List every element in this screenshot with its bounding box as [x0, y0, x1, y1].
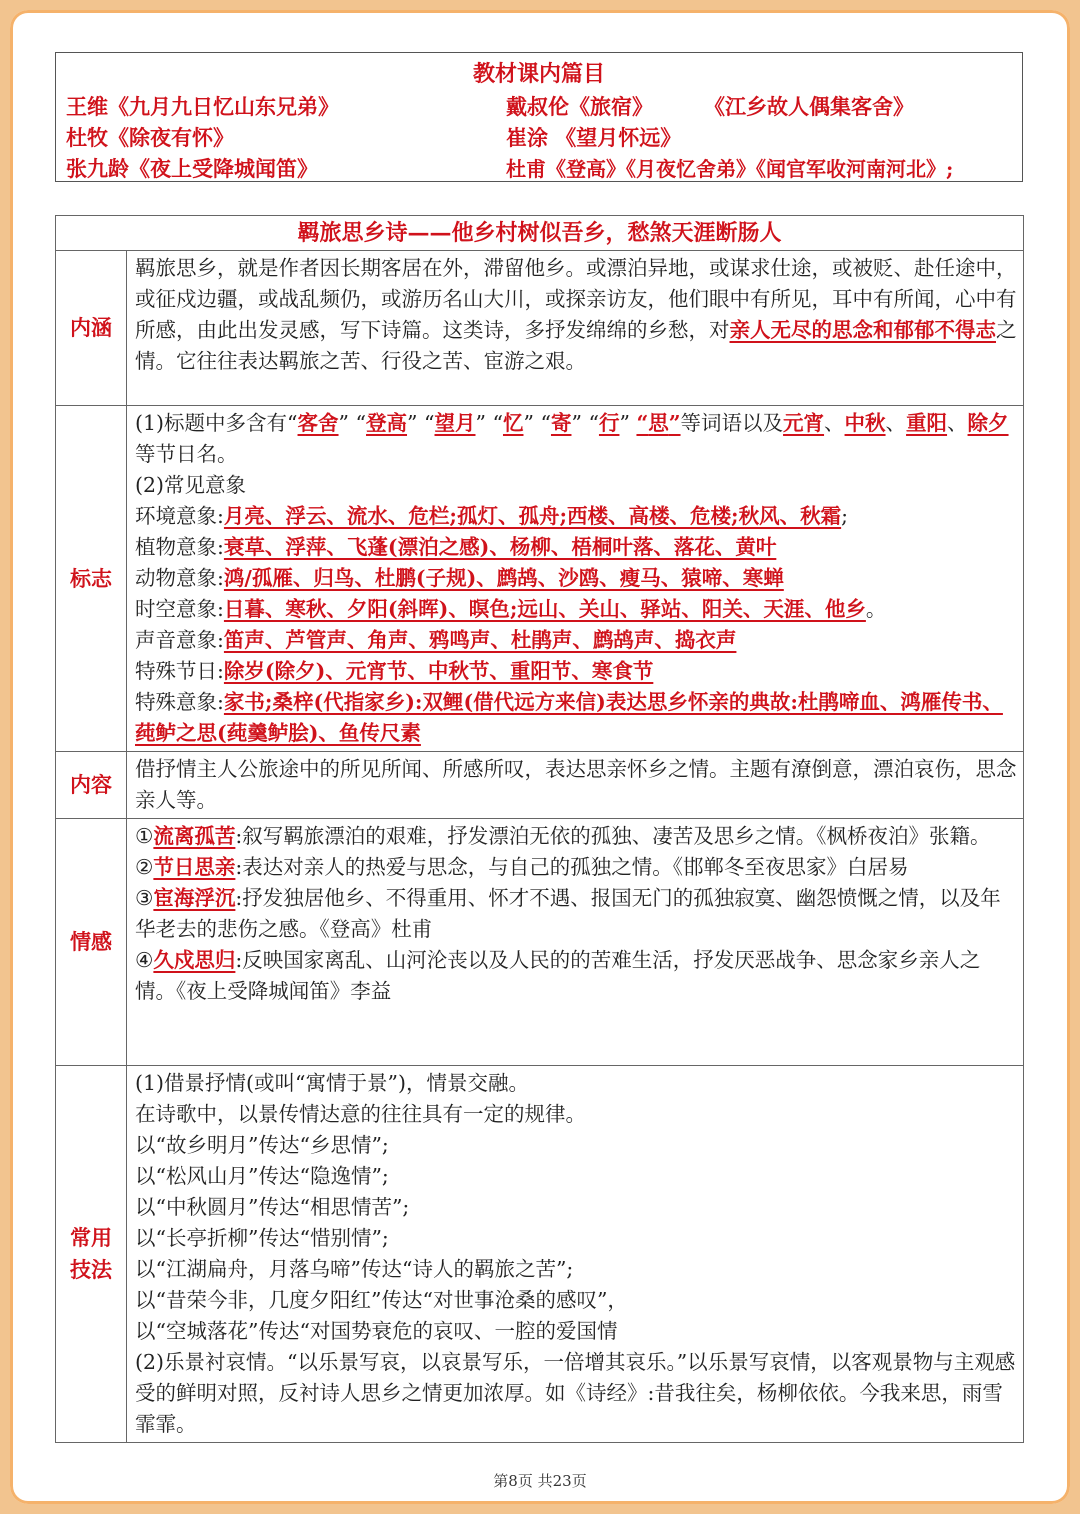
- biaozhi-content: (1)标题中多含有“客舍” “登高” “望月” “忆” “寄” “行” “思”等词语以及元宵、中秋、重阳、除夕等节日名。 (2)常见意象 环境意象:月亮、浮云、流水、危栏;孤灯、孤舟;西楼、高楼、危楼;秋风、秋霜; 植物意象:衰草、浮萍、飞蓬(漂泊之感)、杨柳、梧桐叶落、落花、黄叶 动物意象:鸿/孤雁、归鸟、杜鹏(子规)、鹧鸪、沙鸥、瘦马、猿啼、寒蝉 时空意象:日暮、寒秋、夕阳(斜晖)、暝色;远山、关山、驿站、阳关、天涯、他乡。 声音意象:笛声、芦管声、角声、鸦鸣声、杜鹃声、鹧鸪声、捣衣声 特殊节日:除岁(除夕)、元宵节、中秋节、重阳节、寒食节 特殊意象:家书;桑梓(代指家乡):双鲤(借代远方来信)表达思乡怀亲的典故:杜鹃啼血、鸿雁传书、莼鲈之思(莼羹鲈脍)、鱼传尺素: [127, 406, 1024, 752]
- emotion-key: 宦海浮沉: [153, 886, 236, 910]
- imagery-value: 笛声、芦管声、角声、鸦鸣声、杜鹃声、鹧鸪声、捣衣声: [223, 628, 737, 652]
- jifa-line: (1)借景抒情(或叫“寓情于景”)，情景交融。: [135, 1071, 529, 1095]
- jifa-label-2: 技法: [70, 1257, 112, 1282]
- imagery-end: 。: [865, 597, 887, 621]
- neirong-content: [127, 752, 1024, 819]
- poem-item: 崔涂 《望月怀远》: [506, 125, 682, 150]
- imagery-key: 环境意象:: [135, 504, 224, 528]
- emotion-key: 久戍思归: [153, 948, 236, 972]
- festival: 除夕: [967, 411, 1009, 435]
- keyword: 寄: [550, 411, 572, 435]
- poem-item: 《江乡故人偶集客舍》: [704, 94, 914, 119]
- row-label-jifa: [56, 1066, 127, 1443]
- biaozhi-p2: (2)常见意象: [135, 473, 247, 497]
- emotion-item: [135, 883, 1017, 945]
- keyword: 行: [598, 411, 620, 435]
- imagery-key: 时空意象:: [135, 597, 224, 621]
- emotion-desc: :表达对亲人的热爱与思念，与自己的孤独之情。《邯郸冬至夜思家》白居易: [235, 855, 909, 879]
- festival: 重阳: [906, 411, 948, 435]
- poem-item: 杜甫《登高》《月夜忆舍弟》《闻官军收河南河北》;: [506, 157, 954, 181]
- biaozhi-p1-mid: 等词语以及: [680, 411, 784, 435]
- biaozhi-p1-tail: 等节日名。: [135, 442, 238, 466]
- jifa-line: 以“空城落花”传达“对国势衰危的哀叹、一腔的爱国情: [135, 1319, 618, 1343]
- imagery-row: [135, 532, 1017, 563]
- imagery-end: ;: [841, 504, 849, 528]
- qinggan-content: [127, 819, 1024, 1066]
- jifa-label-1: 常用: [70, 1225, 112, 1250]
- emotion-item: [135, 852, 1017, 883]
- emotion-key: 节日思亲: [153, 855, 236, 879]
- imagery-row: [135, 625, 1017, 656]
- imagery-value: 鸿/孤雁、归鸟、杜鹏(子规)、鹧鸪、沙鸥、瘦马、猿啼、寒蝉: [223, 566, 784, 590]
- imagery-row: [135, 594, 1017, 625]
- emotion-desc: :叙写羁旅漂泊的艰难，抒发漂泊无依的孤独、凄苦及思乡之情。《枫桥夜泊》张籍。: [235, 824, 991, 848]
- emotion-desc: :反映国家离乱、山河沦丧以及人民的的苦难生活，抒发厌恶战争、思念家乡亲人之情。《夜上受降城闻笛》李益: [135, 948, 981, 1003]
- neihan-highlight: 亲人无尽的思念和郁郁不得志: [729, 318, 996, 342]
- keyword: 思: [648, 411, 669, 435]
- poem-item: 张九龄《夜上受降城闻笛》: [66, 156, 318, 181]
- imagery-key: 动物意象:: [135, 566, 224, 590]
- jifa-line: (2)乐景衬哀情。“以乐景写哀，以哀景写乐，一倍增其哀乐。”以乐景写哀情，以客观景物与主观感受的鲜明对照，反衬诗人思乡之情更加浓厚。如《诗经》:昔我往矣，杨柳依依。今我来思，雨雪霏霏。: [135, 1350, 1016, 1436]
- poem-item: 王维《九月九日忆山东兄弟》: [66, 94, 339, 119]
- emotion-number: ③: [135, 886, 154, 910]
- keyword: 登高: [366, 411, 408, 435]
- page-frame: [10, 10, 1070, 1504]
- jifa-content: [127, 1066, 1024, 1443]
- textbook-poems-box: [55, 52, 1023, 182]
- imagery-value: 衰草、浮萍、飞蓬(漂泊之感)、杨柳、梧桐叶落、落花、黄叶: [223, 535, 777, 559]
- imagery-key: 特殊节日:: [135, 659, 224, 683]
- neihan-content: [127, 251, 1024, 406]
- emotion-number: ②: [135, 855, 154, 879]
- jifa-line: 以“江湖扁舟，月落乌啼”传达“诗人的羁旅之苦”;: [135, 1257, 574, 1281]
- imagery-key: 特殊意象:: [135, 690, 224, 714]
- jifa-line: 以“昔荣今非，几度夕阳红”传达“对世事沧桑的感叹”，: [135, 1288, 628, 1312]
- jifa-line: 以“长亭折柳”传达“惜别情”;: [135, 1226, 389, 1250]
- imagery-value: 日暮、寒秋、夕阳(斜晖)、暝色;远山、关山、驿站、阳关、天涯、他乡: [223, 597, 866, 621]
- page-number: 第8页 共23页: [493, 1472, 587, 1490]
- emotion-desc: :抒发独居他乡、不得重用、怀才不遇、报国无门的孤独寂寞、幽怨愤慨之情，以及年华老去的悲伤之感。《登高》杜甫: [135, 886, 1001, 941]
- imagery-value: 家书;桑梓(代指家乡):双鲤(借代远方来信)表达思乡怀亲的典故:杜鹃啼血、鸿雁传书、莼鲈之思(莼羹鲈脍)、鱼传尺素: [135, 690, 1003, 745]
- imagery-row: [135, 501, 1017, 532]
- neirong-text: 借抒情主人公旅途中的所见所闻、所感所叹，表达思亲怀乡之情。主题有潦倒意，漂泊哀伤，思念亲人等。: [135, 757, 1017, 812]
- table-title: 羁旅思乡诗——他乡村树似吾乡，愁煞天涯断肠人: [56, 216, 1024, 251]
- keyword: 忆: [502, 411, 524, 435]
- row-label-biaozhi: 标志: [56, 406, 127, 752]
- row-label-neihan: 内涵: [56, 251, 127, 406]
- travel-poetry-table: [55, 215, 1024, 1443]
- emotion-key: 流离孤苦: [153, 824, 236, 848]
- neihan-text-end: 之情。它往往表达羁旅之苦、行役之苦、宦游之艰。: [135, 318, 1017, 373]
- emotion-number: ①: [135, 824, 154, 848]
- textbook-poems-title: 教材课内篇目: [472, 61, 605, 87]
- imagery-value: 除岁(除夕)、元宵节、中秋节、重阳节、寒食节: [223, 659, 654, 683]
- imagery-row: [135, 656, 1017, 687]
- jifa-line: 以“松风山月”传达“隐逸情”;: [135, 1164, 389, 1188]
- jifa-line: 以“中秋圆月”传达“相思情苦”;: [135, 1195, 410, 1219]
- poem-item: 杜牧《除夜有怀》: [66, 125, 234, 150]
- jifa-line: 以“故乡明月”传达“乡思情”;: [135, 1133, 389, 1157]
- jifa-line: 在诗歌中，以景传情达意的往往具有一定的规律。: [135, 1102, 586, 1126]
- biaozhi-p1-lead: (1)标题中多含有: [135, 411, 288, 435]
- imagery-row: [135, 563, 1017, 594]
- keyword: 望月: [434, 411, 476, 435]
- imagery-row: [135, 687, 1017, 749]
- imagery-key: 声音意象:: [135, 628, 224, 652]
- emotion-item: [135, 821, 1017, 852]
- emotion-item: [135, 945, 1017, 1007]
- neihan-text: 羁旅思乡，就是作者因长期客居在外，滞留他乡。或漂泊异地，或谋求仕途，或被贬、赴任途中，或征戍边疆，或战乱频仍，或游历名山大川，或探亲访友，他们眼中有所见，耳中有所闻，心中有所感，由此出发灵感，写下诗篇。这类诗，多抒发绵绵的乡愁，对: [135, 256, 1017, 342]
- festival: 元宵: [783, 411, 825, 435]
- row-label-qinggan: 情感: [56, 819, 127, 1066]
- poem-item: 戴叔伦《旅宿》: [506, 94, 653, 119]
- imagery-key: 植物意象:: [135, 535, 224, 559]
- imagery-value: 月亮、浮云、流水、危栏;孤灯、孤舟;西楼、高楼、危楼;秋风、秋霜: [223, 504, 842, 528]
- emotion-number: ④: [135, 948, 154, 972]
- row-label-neirong: 内容: [56, 752, 127, 819]
- keyword: 客舍: [297, 411, 339, 435]
- festival: 中秋: [844, 411, 886, 435]
